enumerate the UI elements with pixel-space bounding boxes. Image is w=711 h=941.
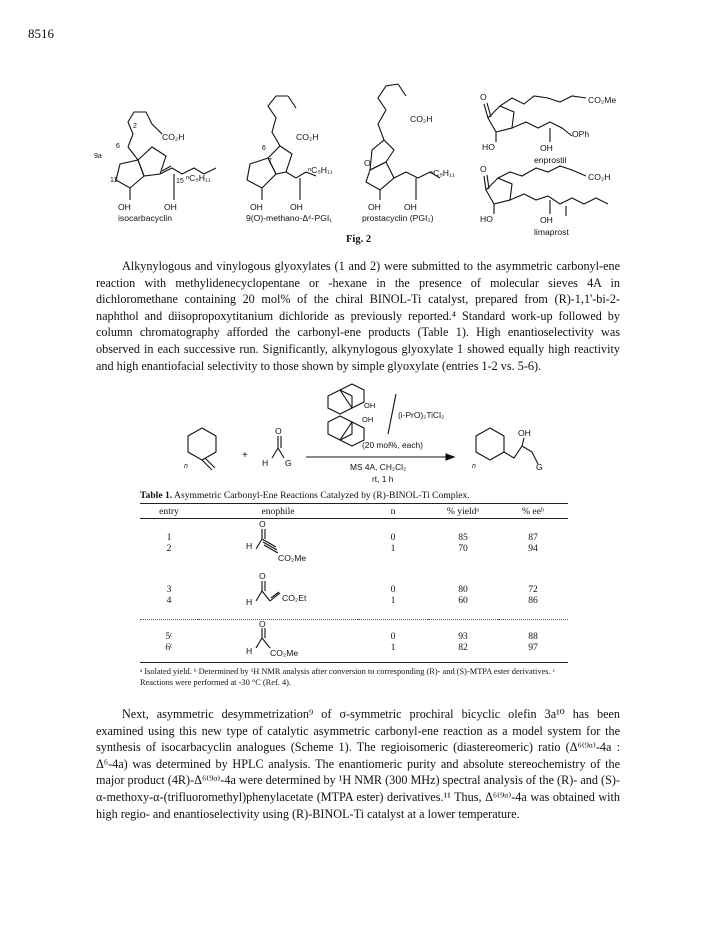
enophile-cell [198,620,358,663]
header-ee: % eeᵇ [522,505,544,517]
n-cell: 1 [390,595,396,606]
isocarbacyclin-alkyl: ⁿC₅H₁₁ [186,173,211,183]
isocarbacyclin-label-2: 2 [133,123,137,130]
limaprost-structure [480,164,610,237]
enprostil-oh: OH [540,143,553,153]
table-label: Table 1. [140,490,173,501]
enophile-h: H [246,646,253,656]
limaprost-name: limaprost [534,227,569,237]
enophile-vinyl-structure [198,571,358,615]
table-1-body [140,503,568,663]
header-entry: entry [159,505,179,517]
enprostil-ester: CO₂Me [588,95,617,105]
enprostil-ho: HO [482,142,495,152]
enprostil-structure [480,92,616,165]
table-row [140,519,568,544]
n-cell: 0 [390,532,396,543]
ee-cell: 72 [528,584,538,595]
methano-alkyl: ⁿC₅H₁₁ [308,165,333,175]
scheme-conditions-2: rt, 1 h [372,474,394,484]
enprostil-ketone: O [480,92,487,102]
n-cell: 0 [390,584,396,595]
table-caption [140,490,568,501]
prostacyclin-structure [362,84,455,223]
prostacyclin-ring-b [370,140,394,170]
prostacyclin-name: prostacyclin (PGI₂) [362,213,434,223]
isocarbacyclin-label-9a: 9a [94,153,102,160]
limaprost-ho: HO [480,214,493,224]
paragraph-2-text: Next, asymmetric desymmetrization⁹ of σ-symmetric prochiral bicyclic olefin 3a¹⁰ has been examined using this new type of catalytic asymmetric carbonyl-ene reaction as a model system for the synthesis of isocarbacyclin analogues (Scheme 1). The regioisomeric (diastereomeric) ratio (Δ⁶⁽⁹ᵅ⁾-4a : Δ⁶-4a) was determined by HPLC analysis. The enantiomeric purity and absolute stereochemistry of the major product (4R)-Δ⁶⁽⁹ᵅ⁾-4a were determined by ¹H NMR (300 MHz) spectral analysis of the (R)- and (S)-α-methoxy-α-(trifluoromethyl)phenylacetate (MTPA ester) derivatives.¹¹ Thus, Δ⁶⁽⁹ᵅ⁾-4a was obtained with high regio- and enantioselectivity using (R)-BINOL-Ti catalyst at a lower temperature. [96,707,620,821]
paragraph-2 [96,706,620,822]
enophile-o: O [259,619,266,629]
enprostil-name: enprostil [534,155,567,165]
methano-oh1: OH [250,202,263,212]
paragraph-1 [96,258,620,374]
aldehyde-o: O [275,426,282,436]
limaprost-ring [486,178,512,204]
entry-cell: 5ᶜ [165,631,173,642]
yield-cell: 70 [458,543,468,554]
enophile-h: H [246,597,253,607]
enprostil-oph: OPh [572,129,590,139]
enophile-cell [198,519,358,572]
prostacyclin-alkyl: ⁿC₅H₁₁ [430,168,455,178]
methano-acid: CO₂H [296,132,319,142]
methano-pgi1-structure [246,96,333,223]
methano-oh2: OH [290,202,303,212]
table-title: Asymmetric Carbonyl-Ene Reactions Catalyzed by (R)-BINOL-Ti Complex. [174,490,470,501]
enophile-group: CO₂Et [282,593,307,603]
isocarbacyclin-label-15: 15 [176,178,184,185]
prostacyclin-ring-o: O [364,158,371,168]
enprostil-ring [488,106,514,132]
limaprost-ketone: O [480,164,487,174]
binol-oh1: OH [364,401,376,410]
ee-cell: 88 [528,631,538,642]
prostacyclin-oh1: OH [368,202,381,212]
page-number: 8516 [28,26,54,41]
isocarbacyclin-structure [94,112,216,223]
methano-label-6: 6 [262,145,266,152]
scheme-loading: (20 mol%, each) [362,440,423,450]
yield-cell: 80 [458,584,468,595]
methano-name: 9(O)-methano-Δ⁶-PGI₁ [246,213,333,223]
header-enophile: enophile [261,505,295,517]
entry-cell: 4 [166,595,172,606]
ti-reagent: (i-PrO)₂TiCl₂ [398,410,445,420]
entry-cell: 1 [166,532,172,543]
yield-cell: 85 [458,532,468,543]
isocarbacyclin-name: isocarbacyclin [118,213,172,223]
product-ring [476,428,504,460]
reaction-scheme [0,386,711,496]
prostacyclin-acid: CO₂H [410,114,433,124]
reactant-ring-n: n [184,463,188,470]
product-oh: OH [518,428,531,438]
methano-label-7: 7 [268,158,272,165]
n-cell: 1 [390,543,396,554]
limaprost-oh: OH [540,215,553,225]
ee-cell: 86 [528,595,538,606]
limaprost-acid: CO₂H [588,172,611,182]
yield-cell: 82 [458,642,468,653]
scheme-conditions-1: MS 4A, CH₂Cl₂ [350,462,407,472]
scheme-plus: + [242,450,248,461]
binol-oh2: OH [362,415,374,424]
aldehyde-g: G [285,458,292,468]
n-cell: 1 [390,642,396,653]
enophile-h: H [246,541,253,551]
ee-cell: 97 [528,642,538,653]
enophile-o: O [259,571,266,581]
isocarbacyclin-oh2: OH [164,202,177,212]
ee-cell: 94 [528,543,538,554]
yield-cell: 60 [458,595,468,606]
yield-cell: 93 [458,631,468,642]
enophile-o: O [259,519,266,529]
isocarbacyclin-label-6: 6 [116,143,120,150]
table-1 [140,490,568,688]
table-header-row [140,504,568,519]
table-row [140,620,568,643]
enophile-group: CO₂Me [270,648,299,658]
entry-cell: 3 [166,584,172,595]
isocarbacyclin-oh1: OH [118,202,131,212]
entry-cell: 6ᶜ [165,642,173,653]
entry-cell: 2 [166,543,172,554]
enophile-cell [198,571,358,620]
header-n: n [390,505,396,517]
figure-2-structures [0,0,711,250]
isocarbacyclin-label-11: 11 [110,177,118,184]
table-row [140,571,568,595]
product-ring-n: n [472,463,476,470]
reactant-ring [188,428,216,460]
n-cell: 0 [390,631,396,642]
cyclopentane-ring-b [138,147,166,176]
enophile-glyoxylate-structure [198,620,358,660]
isocarbacyclin-acid: CO₂H [162,132,185,142]
table-footnote: ᵃ Isolated yield. ᵇ Determined by ¹H NMR analysis after conversion to corresponding (R)- and (S)-MTPA ester derivatives. ᶜ Reactions were performed at -30 °C (Ref. 4). [140,667,555,687]
figure-caption: Fig. 2 [346,234,372,245]
paragraph-1-text: Alkynylogous and vinylogous glyoxylates (1 and 2) were submitted to the asymmetric carbonyl-ene reaction with methylidenecyclopentane or -hexane in the presence of molecular sieves 4A in dichloromethane containing 20 mol% of the chiral BINOL-Ti catalyst, prepared from (R)-1,1'-bi-2-naphthol and diisopropoxytitanium dichloride as previously reported.⁴ Standard work-up followed by column chromatography afforded the carbonyl-ene products (Table 1). High enantioselectivity was observed in each successive run. Significantly, alkynylogous glyoxylate 1 showed equally high reactivity and high enantiofacial selectivity to those shown by simple glyoxylate (entries 1-2 vs. 5-6). [96,259,620,373]
enophile-alkynyl-structure [198,519,358,563]
enophile-group: CO₂Me [278,553,307,563]
ee-cell: 87 [528,532,538,543]
aldehyde-h: H [262,458,269,468]
header-yield: % yieldᵃ [446,505,480,517]
product-g: G [536,462,543,472]
prostacyclin-oh2: OH [404,202,417,212]
